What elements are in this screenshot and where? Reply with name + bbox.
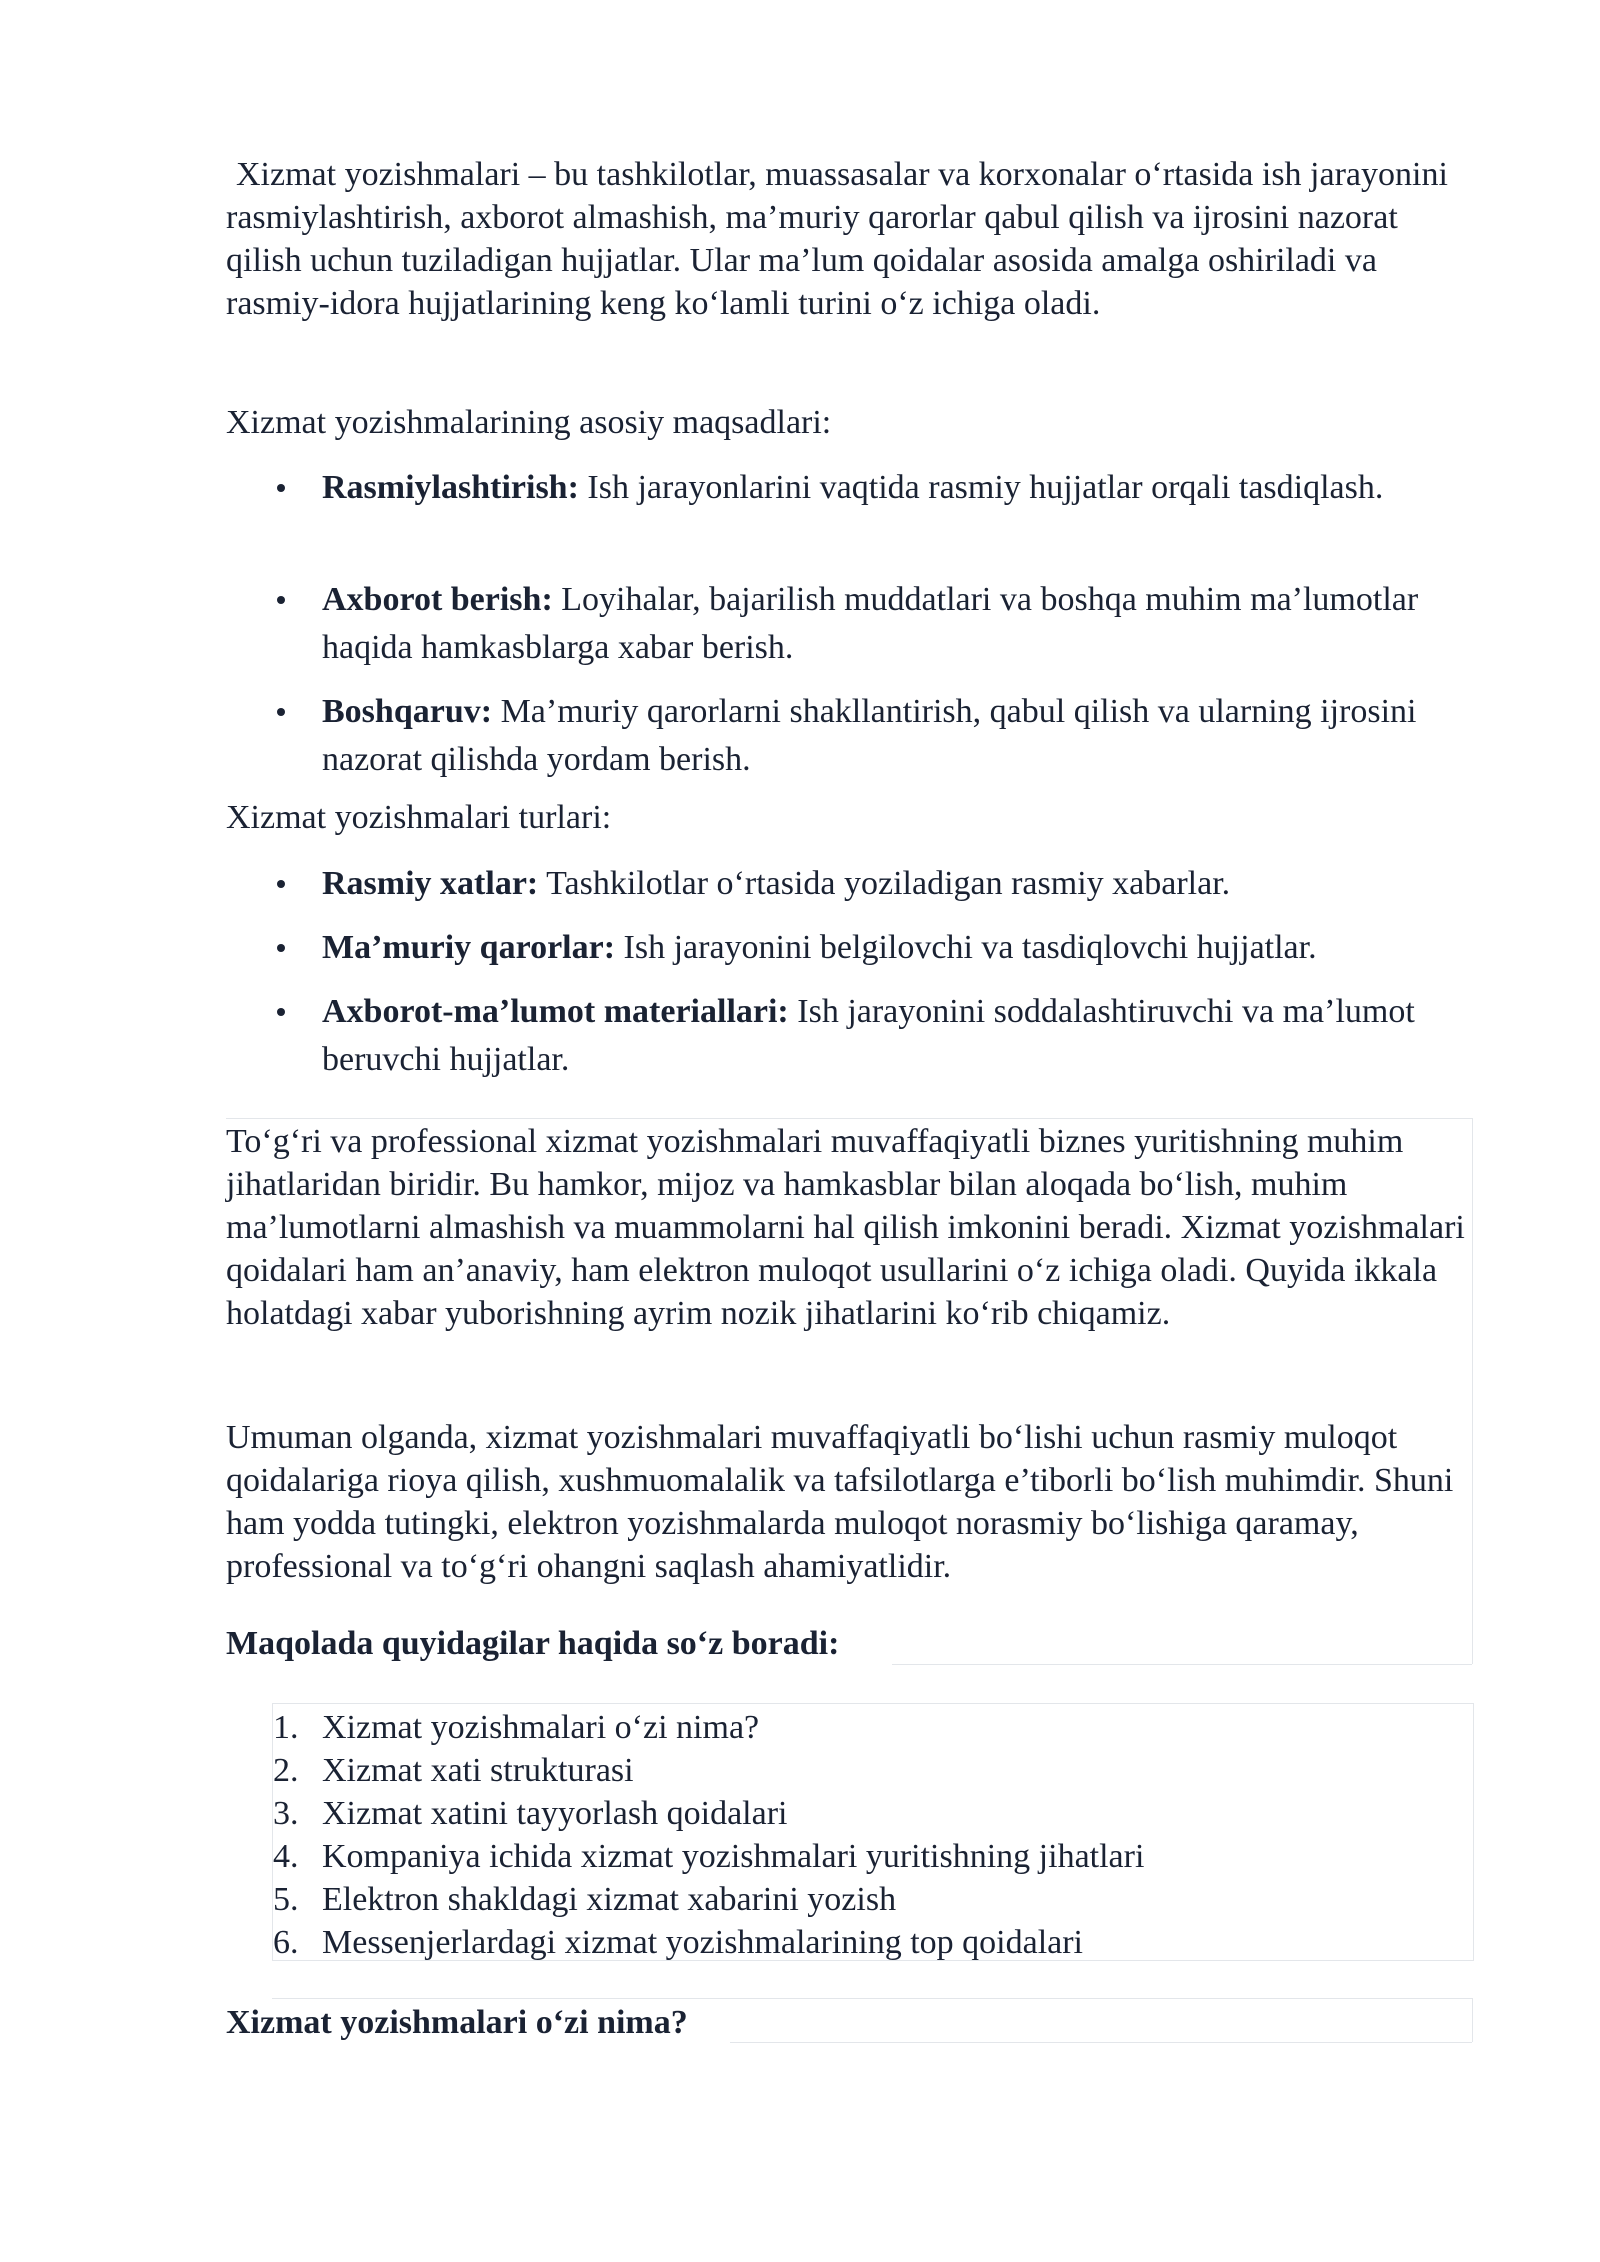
goal-text: Loyihalar, bajarilish muddatlari va boshqa muhim ma’lumotlar haqida hamkasblarga xabar berish. — [322, 581, 1419, 666]
section-border — [1472, 1998, 1473, 2042]
goal-text: Ish jarayonlarini vaqtida rasmiy hujjatlar orqali tasdiqlash. — [578, 469, 1384, 506]
list-number: 4. — [273, 1838, 299, 1875]
goal-text: Ma’muriy qarorlarni shakllantirish, qabul qilish va ularning ijrosini nazorat qilishda yordam berish. — [322, 693, 1417, 778]
goal-item — [322, 464, 1442, 512]
list-item — [273, 1792, 1473, 1835]
toc-list — [273, 1706, 1473, 1964]
type-text: Ish jarayonini belgilovchi va tasdiqlovchi hujjatlar. — [615, 929, 1317, 966]
goal-item — [322, 576, 1442, 672]
list-text: Xizmat xati strukturasi — [322, 1752, 634, 1789]
list-item — [273, 1749, 1473, 1792]
goal-term: Rasmiylashtirish: — [322, 469, 579, 506]
toc-heading: Maqolada quyidagilar haqida so‘z boradi: — [226, 1625, 840, 1662]
goal-term: Boshqaruv: — [322, 693, 493, 730]
section-border — [226, 1118, 1472, 1119]
type-item — [322, 860, 1442, 908]
list-item — [273, 1921, 1473, 1964]
goal-item — [322, 688, 1442, 784]
section-heading: Xizmat yozishmalari o‘zi nima? — [226, 2004, 688, 2041]
body-paragraph: Umuman olganda, xizmat yozishmalari muvaffaqiyatli bo‘lishi uchun rasmiy muloqot qoidalariga rioya qilish, xushmuomalalik va tafsilotlarga e’tiborli bo‘lish muhimdir. Shuni ham yodda tutingki, elektron yozishmalarda muloqot norasmiy bo‘lishiga qaramay, professional va to‘g‘ri ohangni saqlash ahamiyatlidir. — [226, 1419, 1454, 1585]
section-border — [892, 1664, 1472, 1665]
type-text: Ish jarayonini soddalashtiruvchi va ma’lumot beruvchi hujjatlar. — [322, 993, 1415, 1078]
list-text: Messenjerlardagi xizmat yozishmalarining top qoidalari — [322, 1924, 1083, 1961]
section-border — [730, 2042, 1472, 2043]
type-term: Rasmiy xatlar: — [322, 865, 539, 902]
types-heading: Xizmat yozishmalari turlari: — [226, 799, 612, 836]
list-item — [273, 1878, 1473, 1921]
goals-heading: Xizmat yozishmalarining asosiy maqsadlari: — [226, 404, 832, 441]
type-text: Tashkilotlar o‘rtasida yoziladigan rasmiy xabarlar. — [538, 865, 1231, 902]
list-item — [273, 1706, 1473, 1749]
section-border — [1472, 1118, 1473, 1664]
section-border — [272, 1998, 1472, 1999]
type-item — [322, 924, 1442, 972]
list-text: Xizmat yozishmalari o‘zi nima? — [322, 1709, 760, 1746]
list-text: Xizmat xatini tayyorlash qoidalari — [322, 1795, 788, 1832]
type-term: Axborot-ma’lumot materiallari: — [322, 993, 789, 1030]
list-number: 6. — [273, 1924, 299, 1961]
list-text: Kompaniya ichida xizmat yozishmalari yuritishning jihatlari — [322, 1838, 1145, 1875]
list-text: Elektron shakldagi xizmat xabarini yozish — [322, 1881, 897, 1918]
list-item — [273, 1835, 1473, 1878]
goal-term: Axborot berish: — [322, 581, 553, 618]
list-number: 3. — [273, 1795, 299, 1832]
type-item — [322, 988, 1442, 1084]
body-paragraph: To‘g‘ri va professional xizmat yozishmalari muvaffaqiyatli biznes yuritishning muhim jihatlaridan biridir. Bu hamkor, mijoz va hamkasblar bilan aloqada bo‘lish, muhim ma’lumotlarni almashish va muammolarni hal qilish imkonini beradi. Xizmat yozishmalari qoidalari ham an’anaviy, ham elektron muloqot usullarini o‘z ichiga oladi. Quyida ikkala holatdagi xabar yuborishning ayrim nozik jihatlarini ko‘rib chiqamiz. — [226, 1123, 1465, 1332]
list-number: 5. — [273, 1881, 299, 1918]
list-number: 1. — [273, 1709, 299, 1746]
list-number: 2. — [273, 1752, 299, 1789]
intro-paragraph: Xizmat yozishmalari – bu tashkilotlar, muassasalar va korxonalar o‘rtasida ish jarayonini rasmiylashtirish, axborot almashish, ma’muriy qarorlar qabul qilish va ijrosini nazorat qilish uchun tuziladigan hujjatlar. Ular ma’lum qoidalar asosida amalga oshiriladi va rasmiy-idora hujjatlarining keng ko‘lamli turini o‘z ichiga oladi. — [226, 156, 1448, 322]
type-term: Ma’muriy qarorlar: — [322, 929, 616, 966]
